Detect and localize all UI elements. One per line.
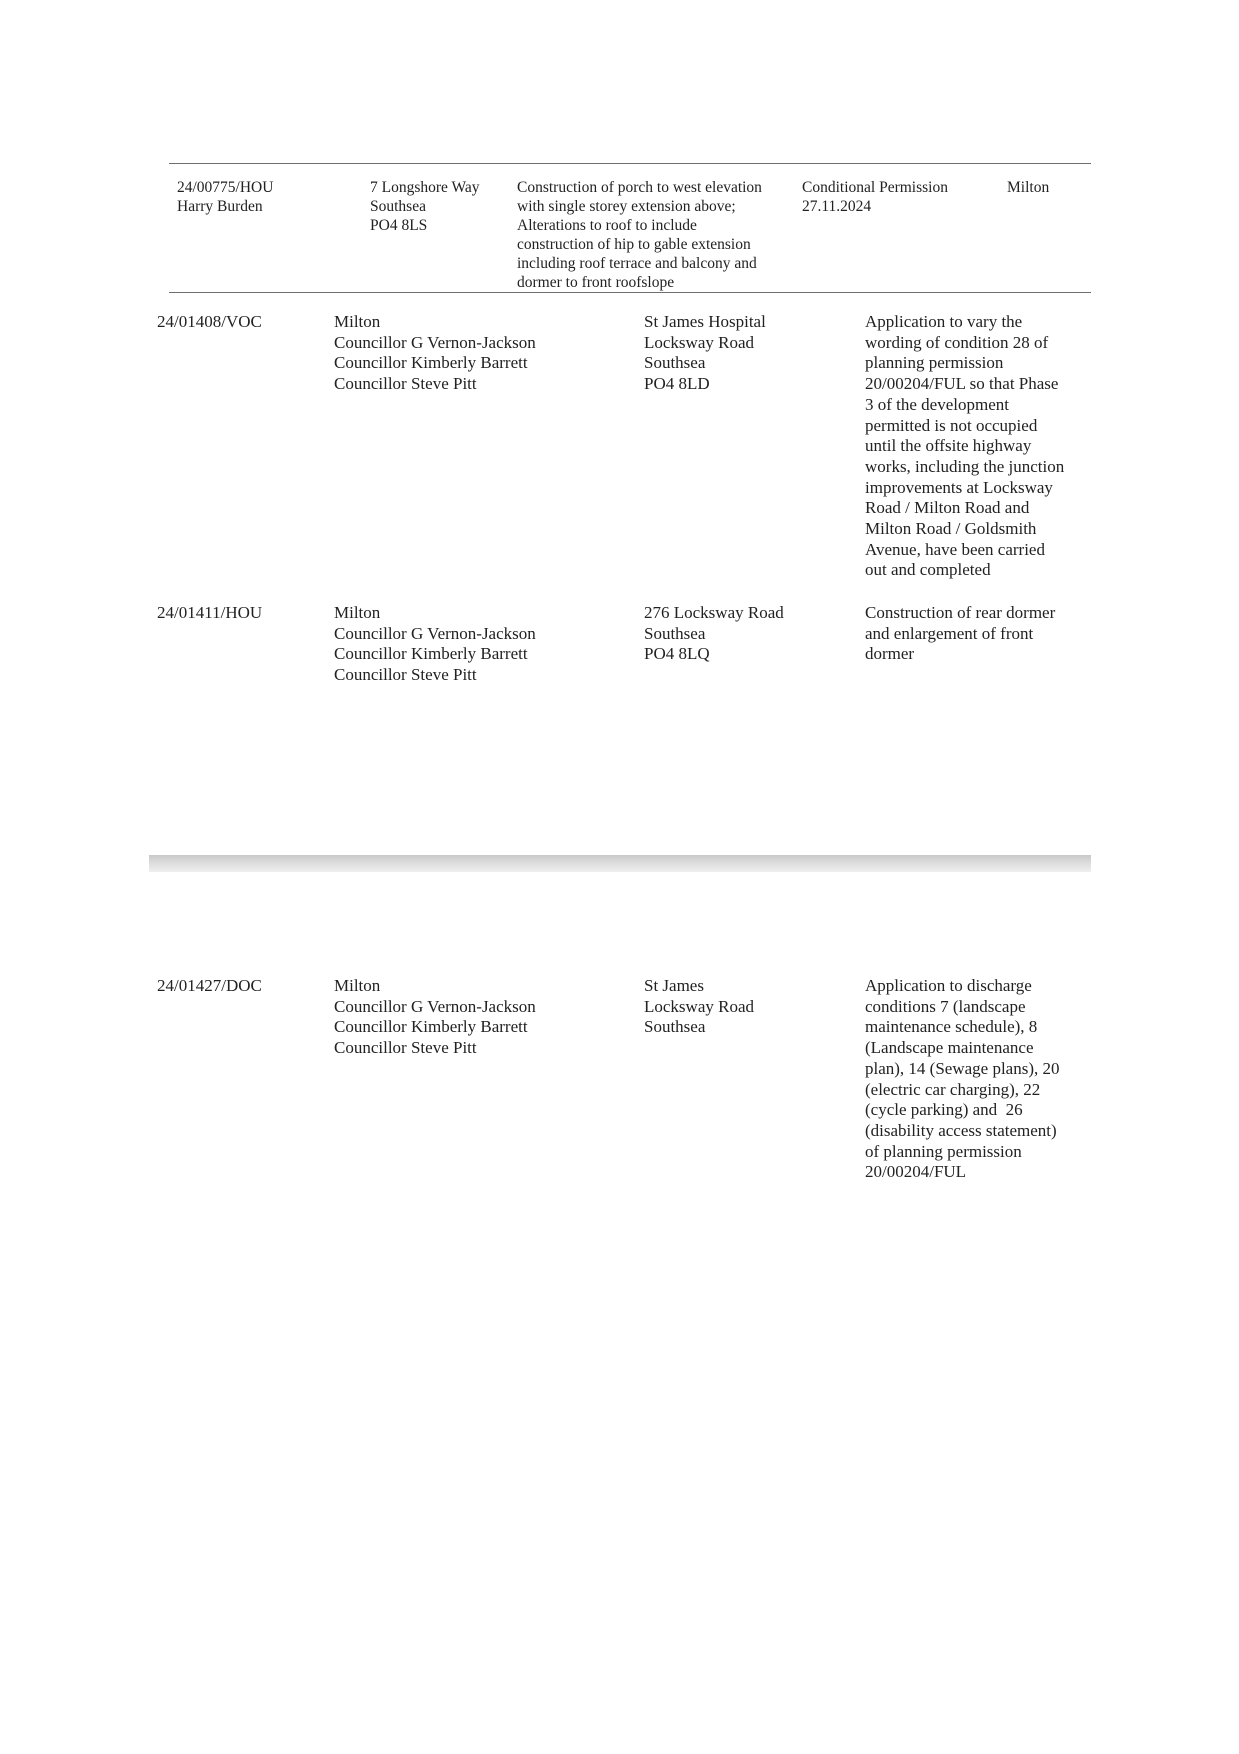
decided-decision-cell — [802, 178, 948, 216]
decided-reference: 24/00775/HOU — [177, 179, 274, 196]
decision-date: 27.11.2024 — [802, 198, 872, 215]
proposal-line: of planning permission — [865, 1141, 1022, 1161]
application-address — [644, 976, 754, 1038]
proposal-line: out and completed — [865, 560, 991, 580]
decision: Conditional Permission — [802, 179, 948, 196]
address-line: St James Hospital — [644, 312, 766, 331]
application-address — [644, 603, 784, 665]
proposal-line: wording of condition 28 of — [865, 332, 1049, 352]
councillor-line: Councillor G Vernon-Jackson — [334, 623, 536, 643]
decided-reference-cell — [177, 178, 273, 216]
decided-proposal-cell — [517, 178, 762, 292]
proposal-line: (electric car charging), 22 — [865, 1079, 1041, 1099]
councillor-line: Councillor Kimberly Barrett — [334, 1017, 528, 1037]
proposal-line: maintenance schedule), 8 — [865, 1017, 1038, 1037]
address-line: PO4 8LQ — [644, 644, 710, 664]
proposal-line: Construction of porch to west elevation — [517, 179, 762, 196]
proposal-line: dormer to front roofslope — [517, 274, 675, 291]
proposal-line: (Landscape maintenance — [865, 1038, 1034, 1058]
councillor-line: Councillor Kimberly Barrett — [334, 644, 528, 664]
proposal-line: Alterations to roof to include — [517, 217, 697, 234]
proposal-line: including roof terrace and balcony and — [517, 255, 757, 272]
page-separator-band — [149, 855, 1091, 872]
application-reference: 24/01411/HOU — [157, 603, 263, 622]
table-bottom-rule — [169, 292, 1091, 293]
proposal-line: permitted is not occupied — [865, 415, 1038, 435]
address-line: Southsea — [370, 198, 426, 215]
address-line: PO4 8LS — [370, 217, 428, 234]
proposal-line: 20/00204/FUL so that Phase — [865, 374, 1059, 394]
councillor-line: Councillor Kimberly Barrett — [334, 353, 528, 373]
proposal-line: works, including the junction — [865, 456, 1065, 476]
application-reference: 24/01408/VOC — [157, 312, 262, 331]
proposal-line: dormer — [865, 644, 915, 664]
proposal-line: (cycle parking) and 26 — [865, 1100, 1023, 1120]
proposal-line: Application to vary the — [865, 312, 1023, 331]
councillor-line: Councillor G Vernon-Jackson — [334, 332, 536, 352]
application-ward-councillors — [334, 603, 536, 686]
ward-line: Milton — [334, 976, 381, 995]
application-proposal — [865, 603, 1055, 665]
address-line: Southsea — [644, 1017, 706, 1037]
application-proposal — [865, 312, 1064, 581]
application-proposal — [865, 976, 1060, 1183]
proposal-line: until the offsite highway — [865, 436, 1032, 456]
proposal-line: Application to discharge — [865, 976, 1032, 995]
ward: Milton — [1007, 179, 1050, 196]
councillor-line: Councillor G Vernon-Jackson — [334, 996, 536, 1016]
proposal-line: construction of hip to gable extension — [517, 236, 751, 253]
proposal-line: Road / Milton Road and — [865, 498, 1030, 518]
proposal-line: 20/00204/FUL — [865, 1162, 967, 1182]
proposal-line: with single storey extension above; — [517, 198, 736, 215]
address-line: Southsea — [644, 353, 706, 373]
address-line: 276 Locksway Road — [644, 603, 784, 622]
address-line: PO4 8LD — [644, 374, 710, 394]
address-line: Locksway Road — [644, 996, 755, 1016]
application-ward-councillors — [334, 312, 536, 395]
proposal-line: Avenue, have been carried — [865, 539, 1045, 559]
address-line: St James — [644, 976, 704, 995]
councillor-line: Councillor Steve Pitt — [334, 1038, 477, 1058]
proposal-line: Construction of rear dormer — [865, 603, 1056, 622]
proposal-line: improvements at Locksway — [865, 477, 1053, 497]
proposal-line: 3 of the development — [865, 394, 1009, 414]
proposal-line: planning permission — [865, 353, 1004, 373]
ward-line: Milton — [334, 312, 381, 331]
ward-line: Milton — [334, 603, 381, 622]
application-ward-councillors — [334, 976, 536, 1059]
application-address — [644, 312, 766, 395]
proposal-line: plan), 14 (Sewage plans), 20 — [865, 1058, 1060, 1078]
proposal-line: (disability access statement) — [865, 1120, 1057, 1140]
councillor-line: Councillor Steve Pitt — [334, 374, 477, 394]
decided-officer: Harry Burden — [177, 198, 263, 215]
table-top-rule — [169, 163, 1091, 164]
decided-address-cell — [370, 178, 480, 235]
councillor-line: Councillor Steve Pitt — [334, 665, 477, 685]
proposal-line: and enlargement of front — [865, 623, 1034, 643]
address-line: 7 Longshore Way — [370, 179, 480, 196]
proposal-line: Milton Road / Goldsmith — [865, 519, 1037, 539]
decided-ward-cell — [1007, 178, 1049, 197]
application-reference: 24/01427/DOC — [157, 976, 262, 995]
proposal-line: conditions 7 (landscape — [865, 996, 1026, 1016]
address-line: Southsea — [644, 623, 706, 643]
address-line: Locksway Road — [644, 332, 755, 352]
